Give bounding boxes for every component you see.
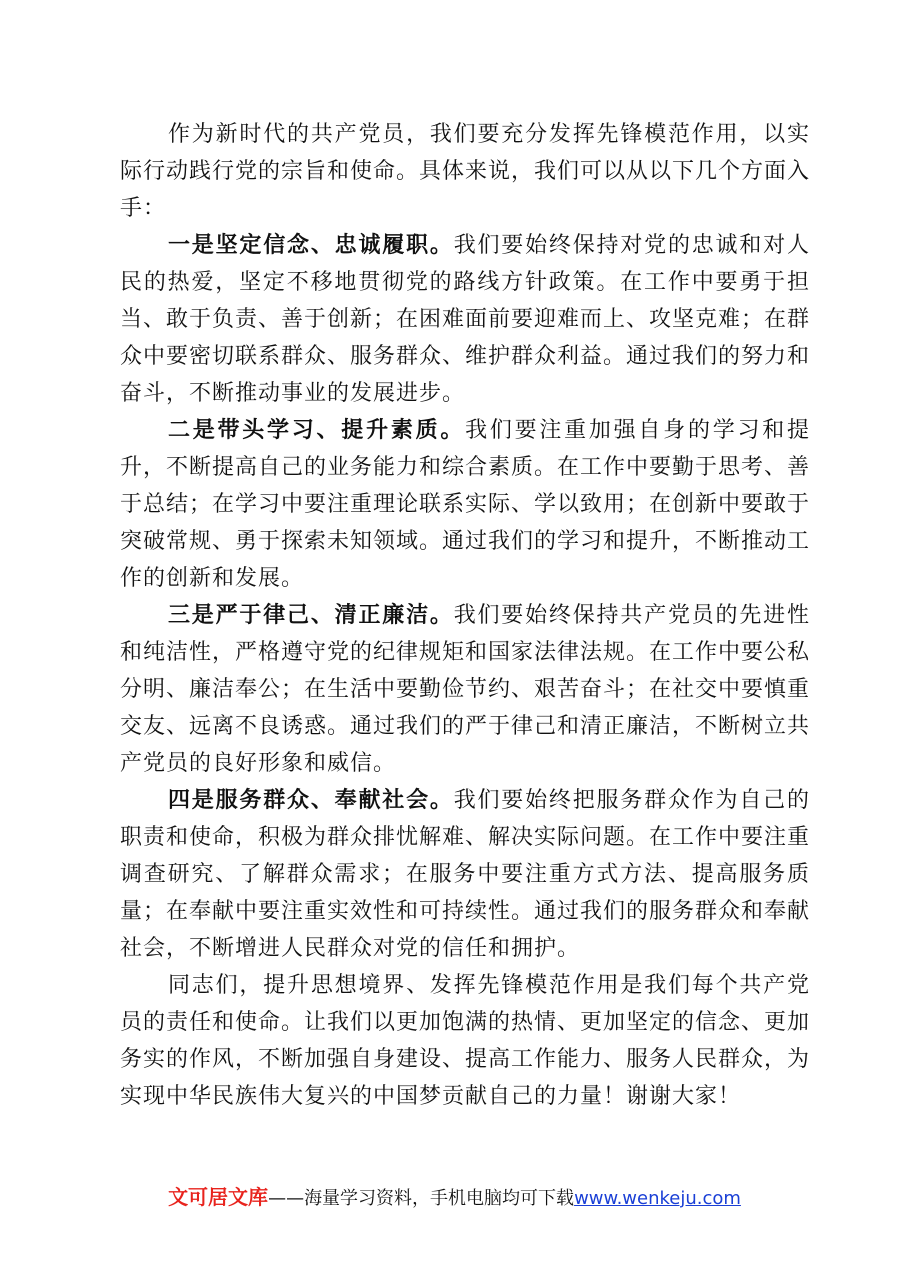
paragraph-text: 同志们，提升思想境界、发挥先锋模范作用是我们每个共产党员的责任和使命。让我们以更加饱满的热情、更加坚定的信念、更加务实的作风，不断加强自身建设、提高工作能力、服务人民群众，为实现中华民族伟大复兴的中国梦贡献自己的力量！谢谢大家！ bbox=[120, 973, 811, 1109]
paragraph-text: 作为新时代的共产党员，我们要充分发挥先锋模范作用，以实际行动践行党的宗旨和使命。具体来说，我们可以从以下几个方面入手： bbox=[120, 122, 811, 221]
paragraph-closing bbox=[120, 967, 810, 1115]
paragraph-lead: 四是服务群众、奉献社会。 bbox=[168, 787, 454, 813]
paragraph-point-3 bbox=[120, 597, 810, 782]
paragraph-lead: 二是带头学习、提升素质。 bbox=[168, 417, 466, 443]
paragraph-lead: 三是严于律己、清正廉洁。 bbox=[168, 602, 454, 628]
footer-banner bbox=[0, 1184, 909, 1212]
paragraph-point-2 bbox=[120, 412, 810, 597]
footer-tagline: ——海量学习资料，手机电脑均可下载 bbox=[268, 1188, 575, 1209]
paragraph-text: 我们要始终保持对党的忠诚和对人民的热爱，坚定不移地贯彻党的路线方针政策。在工作中要勇于担当、敢于负责、善于创新；在困难面前要迎难而上、攻坚克难；在群众中要密切联系群众、服务群众、维护群众利益。通过我们的努力和奋斗，不断推动事业的发展进步。 bbox=[120, 233, 811, 406]
footer-brand: 文可居文库 bbox=[168, 1185, 269, 1209]
footer-site-link[interactable]: www.wenkeju.com bbox=[574, 1188, 741, 1209]
paragraph-text: 我们要始终把服务群众作为自己的职责和使命，积极为群众排忧解难、解决实际问题。在工作中要注重调查研究、了解群众需求；在服务中要注重方式方法、提高服务质量；在奉献中要注重实效性和可持续性。通过我们的服务群众和奉献社会，不断增进人民群众对党的信任和拥护。 bbox=[120, 788, 811, 961]
paragraph-point-1 bbox=[120, 227, 810, 412]
paragraph-text: 我们要注重加强自身的学习和提升，不断提高自己的业务能力和综合素质。在工作中要勤于思考、善于总结；在学习中要注重理论联系实际、学以致用；在创新中要敢于突破常规、勇于探索未知领域。通过我们的学习和提升，不断推动工作的创新和发展。 bbox=[120, 418, 811, 591]
paragraph-text: 我们要始终保持共产党员的先进性和纯洁性，严格遵守党的纪律规矩和国家法律法规。在工作中要公私分明、廉洁奉公；在生活中要勤俭节约、艰苦奋斗；在社交中要慎重交友、远离不良诱惑。通过我们的严于律己和清正廉洁，不断树立共产党员的良好形象和威信。 bbox=[120, 603, 811, 776]
paragraph-intro bbox=[120, 116, 810, 227]
document-body bbox=[120, 116, 810, 1115]
paragraph-lead: 一是坚定信念、忠诚履职。 bbox=[168, 232, 454, 258]
paragraph-point-4 bbox=[120, 782, 810, 967]
